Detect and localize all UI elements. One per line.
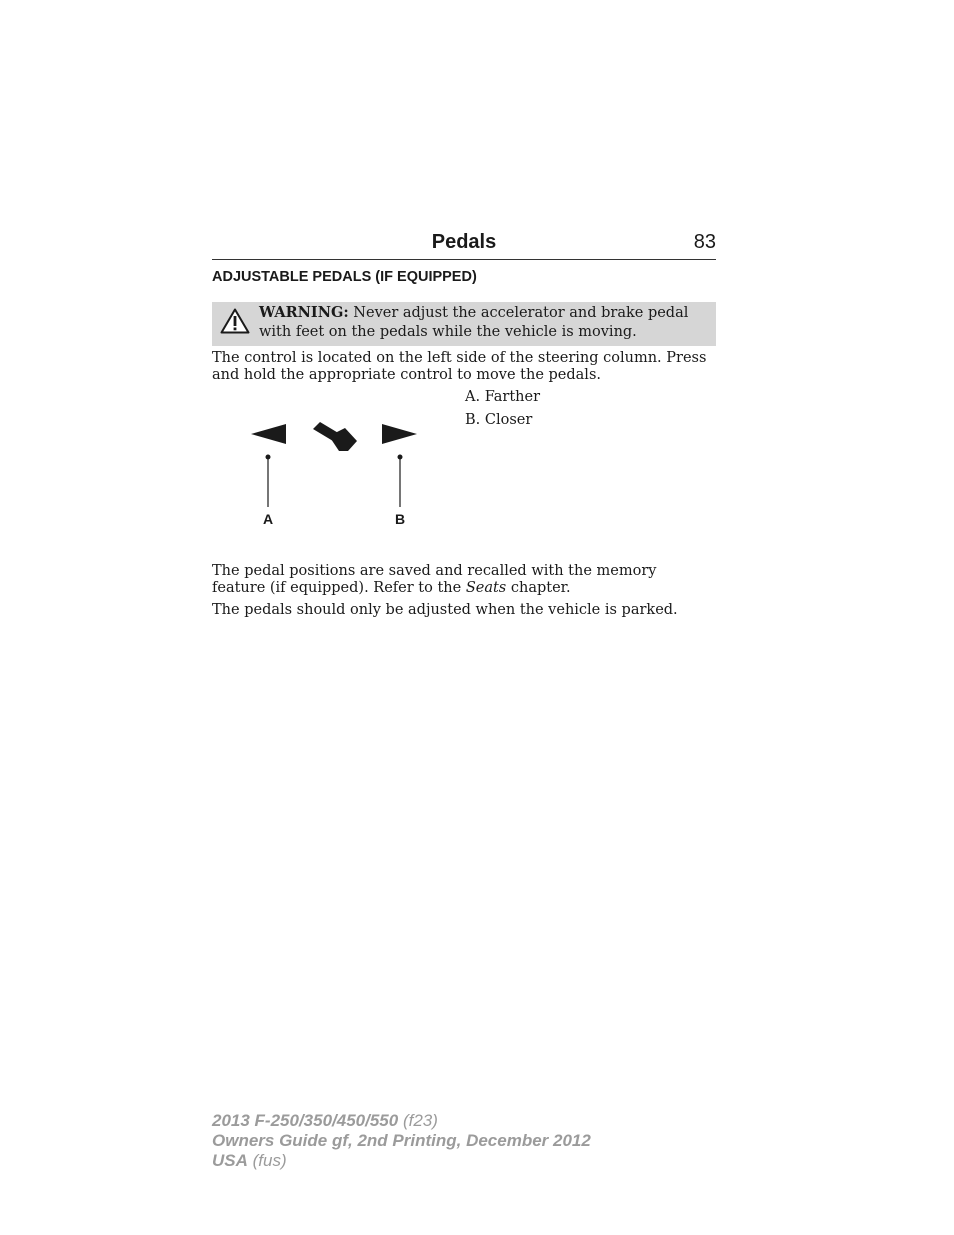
section-title: ADJUSTABLE PEDALS (IF EQUIPPED)	[212, 269, 477, 285]
pedal-icon	[313, 422, 357, 451]
warning-label: WARNING:	[259, 304, 349, 321]
footer-edition: Owners Guide gf, 2nd Printing, December 2012	[212, 1131, 591, 1150]
arrow-left-icon	[251, 424, 286, 444]
footer-market-code: (fus)	[247, 1151, 287, 1170]
footer-market: USA	[212, 1151, 248, 1170]
pedal-control-illustration	[212, 400, 452, 540]
page-number: 83	[693, 231, 716, 253]
warning-triangle-icon	[220, 308, 250, 334]
page-header	[212, 229, 716, 260]
footer-line-2	[212, 1131, 591, 1151]
intro-paragraph: The control is located on the left side of the steering column. Press and hold the appropriate control to move the pedals.	[212, 350, 707, 383]
seats-chapter-reference: Seats	[465, 580, 507, 596]
warning-message: Never adjust the accelerator and brake pedal with feet on the pedals while the vehicle is moving.	[259, 305, 689, 340]
parked-paragraph: The pedals should only be adjusted when the vehicle is parked.	[212, 602, 678, 618]
arrow-right-icon	[382, 424, 417, 444]
footer-line-1	[212, 1111, 591, 1131]
legend-item-a: A. Farther	[465, 389, 541, 405]
figure-label-b: B	[395, 511, 406, 527]
pedal-control-figure	[212, 400, 452, 540]
footer-model: 2013 F-250/350/450/550	[212, 1111, 399, 1130]
memory-text-end: chapter.	[506, 580, 571, 596]
memory-text: The pedal positions are saved and recalled with the memory feature (if equipped). Refer to the	[212, 563, 657, 596]
warning-text	[259, 303, 711, 342]
warning-box	[212, 302, 716, 346]
footer-model-code: (f23)	[398, 1111, 438, 1130]
memory-paragraph	[212, 563, 682, 597]
footer-line-3	[212, 1151, 591, 1171]
legend-item-b: B. Closer	[465, 412, 533, 428]
chapter-title: Pedals	[431, 231, 497, 253]
page-footer	[212, 1111, 591, 1171]
figure-label-a: A	[263, 511, 274, 527]
